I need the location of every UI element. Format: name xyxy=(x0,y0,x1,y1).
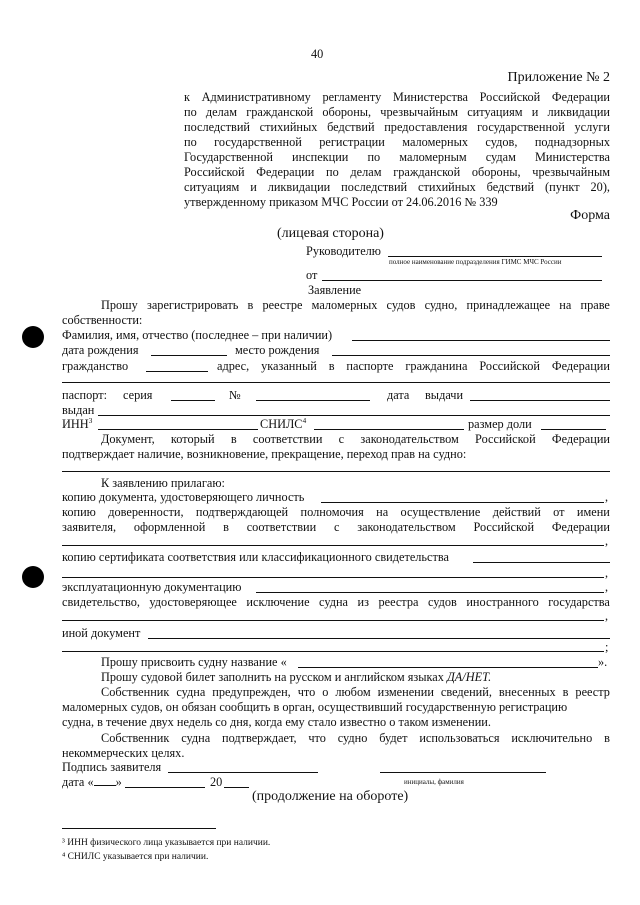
intro-line-2: собственности: xyxy=(62,313,143,327)
poa-line-2: заявителя, оформленной в соответствии с законодательством Российской Федерации xyxy=(62,520,610,534)
share-label: размер доли xyxy=(468,417,532,431)
appendix-line: Российской Федерации по делам гражданской обороны, чрезвычайным xyxy=(184,165,610,179)
punch-hole-top xyxy=(22,326,44,348)
owner-confirms-line-1: Собственник судна подтверждает, что судно будет использоваться исключительно в xyxy=(101,731,610,745)
snils-label: СНИЛС$^4$ xyxy=(260,415,307,431)
name-open-quote: « xyxy=(280,655,287,669)
footnote-3: ³ ИНН физического лица указывается при наличии. xyxy=(62,838,271,848)
issue-date-label-1: дата xyxy=(387,388,410,402)
from-label: от xyxy=(306,268,318,282)
exclusion-field[interactable] xyxy=(62,620,604,621)
series-field[interactable] xyxy=(171,400,215,401)
certificate-comma: , xyxy=(605,566,609,580)
share-field[interactable] xyxy=(541,429,606,430)
id-copy-label: копию документа, удостоверяющего личность xyxy=(62,490,305,504)
document-field[interactable] xyxy=(62,471,610,472)
exclusion-label: свидетельство, удостоверяющее исключение судна из реестра судов иностранного государства xyxy=(62,595,610,609)
punch-hole-bottom xyxy=(22,566,44,588)
inn-label: ИНН$^3$ xyxy=(62,415,93,431)
head-caption: полное наименование подразделения ГИМС МЧС России xyxy=(389,258,562,266)
date-open-quote: « xyxy=(87,775,94,789)
id-copy-field[interactable] xyxy=(321,502,604,503)
owner-confirms-line-2: некоммерческих целях. xyxy=(62,746,185,760)
fio-field[interactable] xyxy=(352,340,610,341)
operational-comma: , xyxy=(605,580,609,594)
appendix-line: Государственной инспекции по маломерным судам Министерства xyxy=(184,150,610,164)
date-label: дата « » xyxy=(62,775,122,789)
appendix-line: к Административному регламенту Министерства Российской Федерации xyxy=(184,90,610,104)
exclusion-comma: , xyxy=(605,609,609,623)
owner-warned-line-2: маломерных судов, он обязан сообщить в орган, осуществивший государственную регистрацию xyxy=(62,700,568,714)
document-line-2: подтверждает наличие, возникновение, прекращение, переход прав на судно: xyxy=(62,447,467,461)
certificate-label: копию сертификата соответствия или классификационного свидетельства xyxy=(62,550,449,564)
poa-field[interactable] xyxy=(62,545,604,546)
address-label: адрес, указанный в паспорте гражданина Российской Федерации xyxy=(217,359,610,373)
citizenship-label: гражданство xyxy=(62,359,129,373)
operational-field[interactable] xyxy=(256,592,604,593)
certificate-field[interactable] xyxy=(473,562,610,563)
name-close-quote: ». xyxy=(598,655,608,669)
citizenship-field[interactable] xyxy=(146,371,208,372)
side-label: (лицевая сторона) xyxy=(277,226,384,241)
appendix-reference xyxy=(184,90,610,210)
birth-date-label: дата рождения xyxy=(62,343,139,357)
appendix-line: последствий стихийных бедствий предоставления государственной услуги xyxy=(184,120,610,134)
issue-date-label-2: выдачи xyxy=(425,388,464,402)
other-doc-field[interactable] xyxy=(148,638,610,639)
other-doc-field-2[interactable] xyxy=(62,651,604,652)
snils-field[interactable] xyxy=(314,429,464,430)
initials-field[interactable] xyxy=(380,772,546,773)
appendix-line: ситуациям и ликвидации последствий стихийных бедствий (пункт 20), xyxy=(184,180,610,194)
day-field[interactable] xyxy=(94,775,116,786)
attachments-header: К заявлению прилагаю: xyxy=(101,476,225,490)
appendix-line: по делам гражданской обороны, чрезвычайным ситуациям и ликвидации xyxy=(184,105,610,119)
owner-warned-line-1: Собственник судна предупрежден, что о любом изменении сведений, внесенных в реестр xyxy=(101,685,610,699)
date-close-quote: » xyxy=(115,775,122,789)
id-copy-comma: , xyxy=(605,490,609,504)
year-field[interactable] xyxy=(224,787,249,788)
footnote-separator xyxy=(62,828,216,829)
page-number: 40 xyxy=(311,47,324,61)
month-field[interactable] xyxy=(125,787,205,788)
operational-label: эксплуатационную документацию xyxy=(62,580,242,594)
ticket-request: Прошу судовой билет заполнить на русском и английском языках ДА/НЕТ. xyxy=(101,670,492,684)
continuation-label: (продолжение на обороте) xyxy=(252,789,409,804)
birth-place-label: место рождения xyxy=(235,343,320,357)
document-line-1: Документ, который в соответствии с законодательством Российской Федерации xyxy=(101,432,610,446)
owner-warned-line-3: судна, в течение двух недель со дня, когда ему стало известно о таком изменении. xyxy=(62,715,491,729)
appendix-title: Приложение № 2 xyxy=(507,70,610,85)
snils-footnote-ref: 4 xyxy=(302,415,307,425)
other-doc-semicolon: ; xyxy=(605,640,609,654)
from-field[interactable] xyxy=(322,280,602,281)
inn-footnote-ref: 3 xyxy=(88,415,93,425)
signature-label: Подпись заявителя xyxy=(62,760,162,774)
head-field[interactable] xyxy=(388,256,602,257)
issue-date-field[interactable] xyxy=(470,400,610,401)
number-label: № xyxy=(229,388,241,402)
initials-caption: инициалы, фамилия xyxy=(404,778,464,786)
fio-label: Фамилия, имя, отчество (последнее – при наличии) xyxy=(62,328,333,342)
year-prefix: 20 xyxy=(210,775,223,789)
series-label: серия xyxy=(123,388,153,402)
head-label: Руководителю xyxy=(306,244,381,258)
ticket-options[interactable]: ДА/НЕТ. xyxy=(446,670,492,684)
poa-line-1: копию доверенности, подтверждающей полномочия на осуществление действий от имени xyxy=(62,505,610,519)
other-doc-label: иной документ xyxy=(62,626,141,640)
appendix-line: утвержденному приказом МЧС России от 24.06.2016 № 339 xyxy=(184,195,498,209)
appendix-line: по государственной регистрации маломерных судов, поднадзорных xyxy=(184,135,610,149)
poa-comma: , xyxy=(605,534,609,548)
name-request-label: Прошу присвоить судну название « xyxy=(101,655,287,669)
signature-field[interactable] xyxy=(168,772,318,773)
number-field[interactable] xyxy=(256,400,370,401)
form-label: Форма xyxy=(570,208,610,223)
footnote-4: ⁴ СНИЛС указывается при наличии. xyxy=(62,852,209,862)
intro-line-1: Прошу зарегистрировать в реестре маломерных судов судно, принадлежащее на праве xyxy=(101,298,610,312)
certificate-field-2[interactable] xyxy=(62,577,604,578)
birth-date-field[interactable] xyxy=(151,355,227,356)
vessel-name-field[interactable] xyxy=(298,667,598,668)
issued-by-field[interactable] xyxy=(98,415,610,416)
address-field[interactable] xyxy=(62,382,610,383)
inn-field[interactable] xyxy=(98,429,258,430)
birth-place-field[interactable] xyxy=(332,355,610,356)
passport-label: паспорт: xyxy=(62,388,108,402)
doc-title: Заявление xyxy=(308,283,362,297)
issued-by-label: выдан xyxy=(62,403,95,417)
